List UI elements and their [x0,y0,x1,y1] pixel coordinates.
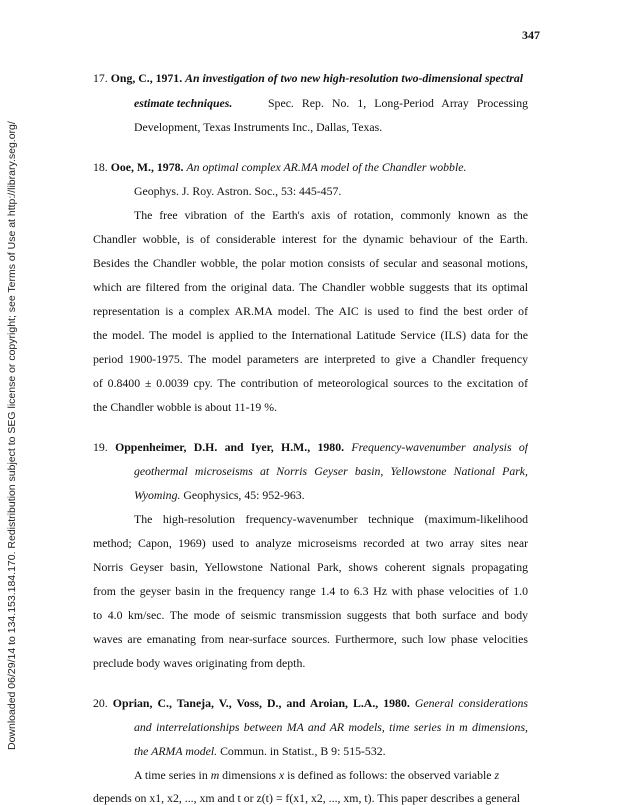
entry-title-continued: geothermal microseisms at Norris Geyser basin, Yellowstone National Park, [134,464,528,478]
abstract-line: Norris Geyser basin, Yellowstone National Park, shows coherent signals propagating [93,560,528,574]
entry-authors: Ooe, M., 1978. [110,160,184,174]
entry-title-end: the ARMA model. [134,744,218,758]
entry-authors: Ong, C., 1971. [110,71,183,85]
entry-19-first-line [93,440,528,454]
entry-number: 18. [93,160,108,174]
entry-19-third-line [134,488,305,502]
entry-18-first-line [93,160,466,174]
entry-source: Geophys. J. Roy. Astron. Soc., 53: 445-457. [134,184,342,198]
entry-authors: Oppenheimer, D.H. and Iyer, H.M., 1980. [115,440,345,454]
entry-number: 20. [93,696,108,710]
entry-source-continued: Development, Texas Instruments Inc., Dallas, Texas. [134,120,383,134]
entry-source: Geophysics, 45: 952-963. [183,488,305,502]
entry-title-continued: estimate techniques. [134,96,233,110]
abstract-line: method; Capon, 1969) used to analyze microseisms recorded at two array sites near [93,536,528,550]
entry-20-third-line [134,744,386,758]
abstract-line: period 1900-1975. The model parameters are interpreted to give a Chandler frequency [93,352,528,366]
abstract-line: which are filtered from the original data. The Chandler wobble suggests that its optimal [93,280,528,294]
entry-17-first-line [93,71,523,85]
entry-authors: Oprian, C., Taneja, V., Voss, D., and Aroian, L.A., 1980. [112,696,410,710]
abstract-line: preclude body waves originating from depth. [93,656,306,670]
entry-17-second-line [134,96,232,110]
abstract-text: is defined as follows: the observed variable [287,768,492,782]
abstract-line: the model. The model is applied to the International Latitude Service (ILS) data for the [93,328,528,342]
abstract-line: The high-resolution frequency-wavenumber technique (maximum-likelihood [134,512,528,526]
entry-number: 17. [93,71,108,85]
entry-number: 19. [93,440,108,454]
abstract-text: A time series in [134,768,208,782]
entry-title: An investigation of two new high-resolution two-dimensional spectral [185,71,524,85]
variable-z: z [494,768,500,782]
entry-title-end: Wyoming. [134,488,181,502]
download-notice: Downloaded 06/29/14 to 134.153.184.170. Redistribution subject to SEG license or copyright; see Terms of Use at http://library.seg.org/ [6,121,18,750]
entry-20-first-line [93,696,528,710]
entry-source: Spec. Rep. No. 1, Long-Period Array Processing [268,96,528,110]
abstract-line: representation is a complex AR.MA model. The AIC is used to find the best order of [93,304,528,318]
variable-x: x [278,768,285,782]
entry-title: An optimal complex AR.MA model of the Chandler wobble. [186,160,467,174]
entry-title: General considerations [414,696,528,710]
abstract-text: dimensions [222,768,276,782]
abstract-line: Besides the Chandler wobble, the polar motion consists of secular and seasonal motions, [93,256,528,270]
abstract-line: of 0.8400 ± 0.0039 cpy. The contribution of meteorological sources to the excitation of [93,376,528,390]
abstract-line: The free vibration of the Earth's axis of rotation, commonly known as the [134,208,528,222]
abstract-line: the Chandler wobble is about 11-19 %. [93,400,278,414]
entry-source: Commun. in Statist., B 9: 515-532. [220,744,386,758]
abstract-line-partial: depends on x1, x2, ..., xm and t or z(t) = f(x1, x2, ..., xm, t). This paper describes a general [93,791,521,805]
entry-title-continued: and interrelationships between MA and AR models, time series in m dimensions, [134,720,528,734]
abstract-line: from the geyser basin in the frequency range 1.4 to 6.3 Hz with phase velocities of 1.0 [93,584,528,598]
variable-m: m [210,768,220,782]
abstract-line: to 4.0 km/sec. The mode of seismic transmission suggests that both surface and body [93,608,528,622]
abstract-line: Chandler wobble, is of considerable interest for the dynamic behaviour of the Earth. [93,232,528,246]
page-number: 347 [522,28,540,42]
abstract-line: waves are emanating from near-surface sources. Furthermore, such low phase velocities [93,632,528,646]
abstract-line [134,768,499,782]
entry-title: Frequency-wavenumber analysis of [351,440,528,454]
